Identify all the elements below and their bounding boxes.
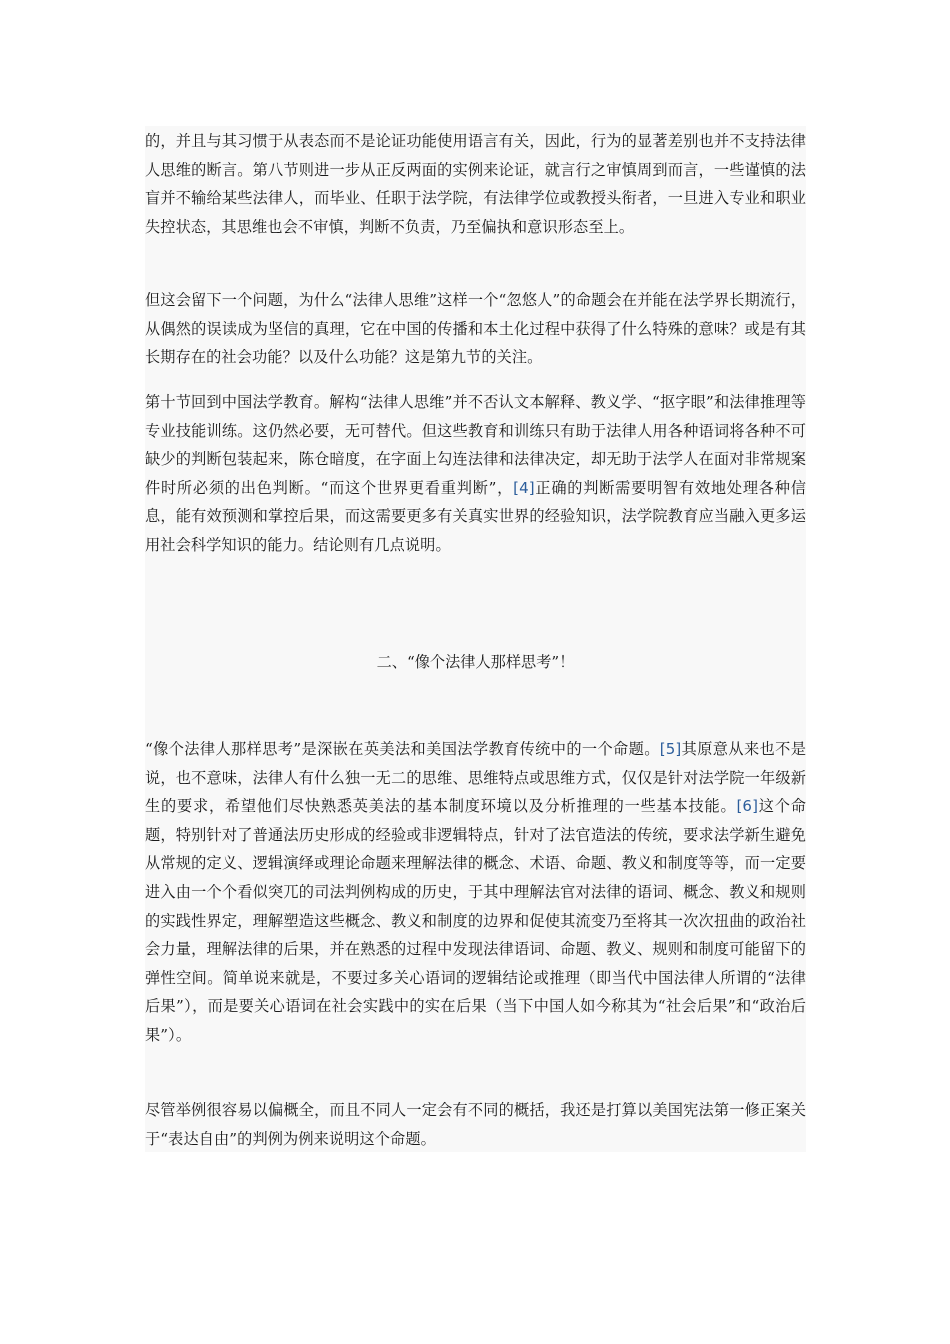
paragraph-text: 尽管举例很容易以偏概全，而且不同人一定会有不同的概括，我还是打算以美国宪法第一修正案关于“表达自由”的判例为例来说明这个命题。 [145,1101,806,1148]
document-page [145,126,806,1152]
paragraph [145,735,806,1050]
paragraph-text: 但这会留下一个问题，为什么“法律人思维”这样一个“忽悠人”的命题会在并能在法学界长期流行，从偶然的误读成为坚信的真理，它在中国的传播和本土化过程中获得了什么特殊的意味？或是有其长期存在的社会功能？以及什么功能？这是第九节的关注。 [145,291,806,367]
footnote-link-4[interactable]: [4] [513,478,535,497]
paragraph-text: 的，并且与其习惯于从表态而不是论证功能使用语言有关，因此，行为的显著差别也并不支持法律人思维的断言。第八节则进一步从正反两面的实例来论证，就言行之审慎周到而言，一些谨慎的法盲并不输给某些法律人，而毕业、任职于法学院，有法律学位或教授头衔者，一旦进入专业和职业失控状态，其思维也会不审慎，判断不负责，乃至偏执和意识形态至上。 [145,132,806,236]
paragraph-text: 第十节回到中国法学教育。解构“法律人思维”并不否认文本解释、教义学、“抠字眼”和法律推理等专业技能训练。这仍然必要，无可替代。但这些教育和训练只有助于法律人用各种语词将各种不可缺少的判断包装起来，陈仓暗度，在字面上勾连法律和法律决定，却无助于法学人在面对非常规案件时所必须的出色判断。“而这个世界更看重判断”， [145,393,806,497]
paragraph-text: 这个命题，特别针对了普通法历史形成的经验或非逻辑特点，针对了法官造法的传统，要求法学新生避免从常规的定义、逻辑演绎或理论命题来理解法律的概念、术语、命题、教义和制度等等，而一定要进入由一个个看似突兀的司法判例构成的历史，于其中理解法官对法律的语词、概念、教义和规则的实践性界定，理解塑造这些概念、教义和制度的边界和促使其流变乃至将其一次次扭曲的政治社会力量，理解法律的后果，并在熟悉的过程中发现法律语词、命题、教义、规则和制度可能留下的弹性空间。简单说来就是，不要过多关心语词的逻辑结论或推理（即当代中国法律人所谓的“法律后果”），而是要关心语词在社会实践中的实在后果（当下中国人如今称其为“社会后果”和“政治后果”）。 [145,797,806,1044]
footnote-link-6[interactable]: [6] [736,797,759,816]
section-heading: 二、“像个法律人那样思考”！ [376,653,575,671]
paragraph-text: “像个法律人那样思考”是深嵌在英美法和美国法学教育传统中的一个命题。 [145,740,660,758]
footnote-link-5[interactable]: [5] [659,740,682,758]
paragraph-text: 正确的判断需要明智有效地处理各种信息，能有效预测和掌控后果，而这需要更多有关真实世界的经验知识，法学院教育应当融入更多运用社会科学知识的能力。结论则有几点说明。 [145,478,807,554]
paragraph [145,1096,806,1153]
paragraph [145,286,806,372]
paragraph [145,388,806,560]
paragraph-text: 其原意从来也不是说，也不意味，法律人有什么独一无二的思维、思维特点或思维方式，仅仅是针对法学院一年级新生的要求，希望他们尽快熟悉英美法的基本制度环境以及分析推理的一些基本技能。 [145,740,806,816]
paragraph [145,127,806,241]
